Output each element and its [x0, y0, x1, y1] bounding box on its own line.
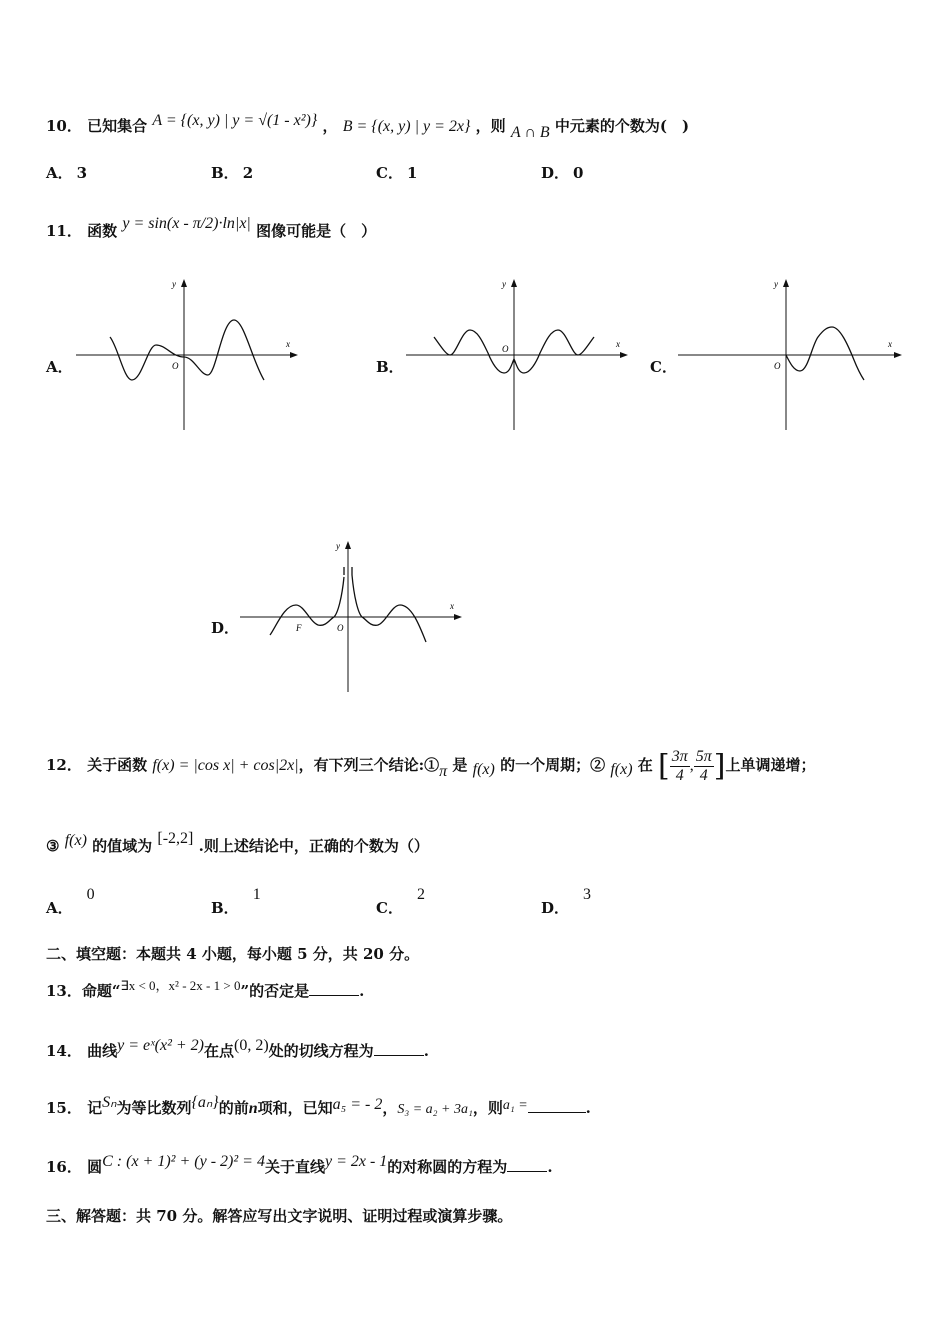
q12-option-a[interactable]: A．0 — [46, 886, 95, 917]
q14-stem: 14． 曲线y = eˣ(x² + 2)在点(0, 2)处的切线方程为 . — [46, 1037, 429, 1060]
q12-function: f(x) = |cos x| + cos|2x| — [152, 757, 299, 775]
q15-sn: Sₙ — [102, 1094, 117, 1111]
graph-c-curve — [786, 327, 864, 380]
q13-blank[interactable] — [309, 983, 359, 996]
graph-b-x-label: x — [616, 339, 620, 349]
q14-expr: y = eˣ(x² + 2) — [117, 1037, 204, 1054]
q15-s3: S₃ = a₂ + 3a₁ — [397, 1102, 473, 1117]
q10-set-b: B = {(x, y) | y = 2x} — [342, 118, 471, 135]
q10-option-c[interactable]: C． 1 — [376, 164, 418, 182]
graph-d-origin: O — [337, 623, 344, 633]
q11-text1: 函数 — [87, 222, 118, 240]
graph-a-y-label: y — [172, 279, 176, 289]
q12-text6: 上单调递增； — [725, 756, 816, 775]
graph-a-x-label: x — [286, 339, 290, 349]
graph-b-origin: O — [502, 344, 509, 354]
q15-an: {aₙ} — [191, 1094, 219, 1111]
q11-option-b-label[interactable]: B． — [376, 358, 404, 376]
q11-graph-d[interactable] — [240, 537, 470, 697]
q12-option-c[interactable]: C．2 — [376, 886, 425, 917]
section-3-heading: 三、解答题：共 70 分。解答应写出文字说明、证明过程或演算步骤。 — [46, 1207, 513, 1225]
q12-circle-3: ③ — [46, 837, 60, 855]
q12-line2-end: .则上述结论中，正确的个数为（） — [198, 837, 429, 855]
q12-stem-line2 — [46, 830, 429, 856]
q14-point: (0, 2) — [234, 1037, 269, 1054]
graph-c-origin: O — [774, 361, 781, 371]
q12-pi: π — [439, 763, 448, 781]
graph-d-curve-left — [270, 577, 344, 635]
q10-number: 10． — [46, 117, 82, 135]
q10-text3: 中元素的个数为( ) — [554, 117, 690, 135]
graph-c-y-label: y — [774, 279, 778, 289]
q16-circle: C : (x + 1)² + (y - 2)² = 4 — [102, 1153, 265, 1170]
q13-stem: 13．命题“∃x < 0，x² - 2x - 1 > 0”的否定是 . — [46, 978, 365, 1000]
section-2-heading: 二、填空题：本题共 4 小题，每小题 5 分，共 20 分。 — [46, 945, 420, 963]
q12-interval-left: $\frac{3\pi}{4}$ — [671, 748, 688, 784]
q15-stem: 15． 记Sₙ为等比数列{aₙ}的前n项和，已知a₅ = - 2，S₃ = a₂ + 3a₁，则a₁ = . — [46, 1094, 591, 1117]
graph-a-origin: O — [172, 361, 179, 371]
q12-text2: ，有下列三个结论:① — [298, 756, 440, 775]
q14-blank[interactable] — [374, 1043, 424, 1056]
q10-expr: A ∩ B — [510, 124, 550, 141]
q12-fx-2: f(x) — [610, 761, 633, 779]
q12-fx-1: f(x) — [472, 761, 495, 779]
q12-option-b[interactable]: B．1 — [211, 886, 261, 917]
q10-comma: ， — [322, 117, 338, 135]
q11-graph-b[interactable] — [406, 275, 636, 435]
q12-text3: 是 — [452, 756, 468, 775]
q10-text1: 已知集合 — [87, 117, 148, 135]
q11-option-a-label[interactable]: A． — [46, 358, 73, 376]
q11-graph-a[interactable] — [76, 275, 306, 435]
graph-a-curve — [110, 320, 264, 380]
graph-c-x-label: x — [888, 339, 892, 349]
q11-option-c-label[interactable]: C． — [650, 358, 677, 376]
q16-blank[interactable] — [507, 1159, 547, 1172]
q11-graph-c[interactable] — [678, 275, 908, 435]
graph-d-curve-right — [352, 567, 426, 642]
q11-number: 11． — [46, 222, 82, 240]
q10-option-d[interactable]: D． 0 — [541, 164, 584, 182]
q12-range: [-2,2] — [157, 830, 194, 847]
q12-interval-right: $\frac{5\pi}{4}$ — [695, 748, 712, 784]
q16-stem: 16． 圆C : (x + 1)² + (y - 2)² = 4关于直线y = 2x - 1的对称圆的方程为 . — [46, 1153, 553, 1176]
q12-text1: 关于函数 — [87, 756, 148, 775]
q12-line2-text: 的值域为 — [92, 837, 153, 855]
q11-text2: 图像可能是（ ） — [256, 222, 377, 240]
graph-d-x-label: x — [450, 601, 454, 611]
q12-stem-line1: 12． 关于函数 f(x) = |cos x| + cos|2x|，有下列三个结论:①π 是 f(x) 的一个周期；② f(x) 在 [ $\frac{3\pi}{4}$ , $\frac{5\pi}{4}$ ]上单调递增； — [46, 748, 816, 784]
q10-set-a: A = {(x, y) | y = √(1 - x²)} — [152, 112, 318, 129]
graph-d-f-label: F — [296, 623, 302, 633]
q10-option-a[interactable]: A． 3 — [46, 164, 88, 182]
q11-function: y = sin(x - π/2)·ln|x| — [122, 215, 251, 232]
q12-text5: 在 — [637, 756, 653, 775]
q15-a5: a₅ = - 2 — [332, 1096, 383, 1113]
q10-stem — [46, 112, 690, 141]
graph-d-y-label: y — [336, 541, 340, 551]
q12-number: 12． — [46, 756, 82, 775]
q11-option-d-label[interactable]: D． — [211, 619, 240, 637]
q10-text2: ，则 — [475, 117, 506, 135]
q16-line: y = 2x - 1 — [324, 1153, 388, 1170]
q15-a1: a₁ = — [502, 1098, 528, 1113]
q12-fx-3: f(x) — [64, 832, 87, 849]
q11-stem — [46, 215, 377, 241]
q13-expr: ∃x < 0，x² - 2x - 1 > 0 — [120, 978, 241, 993]
graph-b-y-label: y — [502, 279, 506, 289]
q12-text4: 的一个周期；② — [500, 756, 606, 775]
q12-option-d[interactable]: D．3 — [541, 886, 592, 917]
q10-option-b[interactable]: B． 2 — [211, 164, 254, 182]
q15-blank[interactable] — [528, 1100, 586, 1113]
